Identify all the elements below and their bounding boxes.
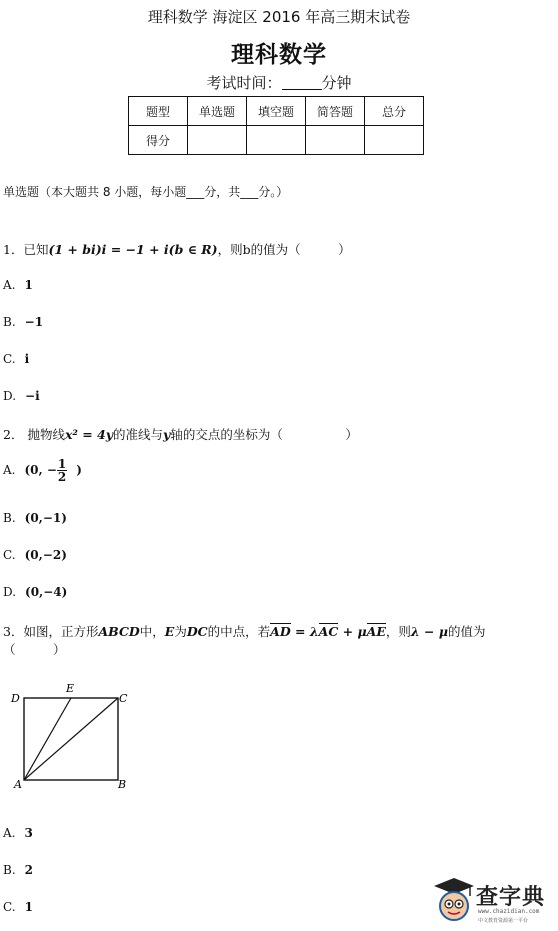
question-text: ，则b的值为（ ） <box>217 242 351 257</box>
watermark-name: 查字典 <box>476 885 546 910</box>
question-variable: ABCD <box>98 624 140 639</box>
watermark-tagline: 中文教育资源第一平台 <box>478 918 529 924</box>
label-b: B <box>118 778 127 791</box>
q1-option-c <box>3 352 29 366</box>
score-table-value-row <box>129 126 424 155</box>
option-value: −i <box>25 389 40 403</box>
score-cell <box>247 126 306 155</box>
question-text: 已知 <box>23 242 49 257</box>
q3-option-c <box>3 900 33 914</box>
question-1 <box>3 240 351 258</box>
question-3 <box>3 622 485 640</box>
score-table-header-row <box>129 97 424 126</box>
question-text: 为 <box>174 624 187 639</box>
score-cell: 简答题 <box>306 97 365 126</box>
q2-option-d <box>3 585 67 599</box>
question-text: ，则 <box>385 624 411 639</box>
score-cell: 填空题 <box>247 97 306 126</box>
q3-option-b <box>3 863 33 877</box>
option-value: (0, − <box>24 463 57 477</box>
q1-option-b <box>3 315 43 329</box>
score-cell <box>365 126 424 155</box>
option-letter: B. <box>3 511 16 525</box>
option-letter: D. <box>3 389 17 403</box>
score-cell: 总分 <box>365 97 424 126</box>
fraction-numerator: 1 <box>57 457 67 471</box>
q1-option-a <box>3 278 33 292</box>
question-variable: DC <box>186 624 208 639</box>
time-unit: 分钟 <box>321 74 352 92</box>
score-cell: 题型 <box>129 97 188 126</box>
question-variable: y <box>163 427 171 442</box>
option-value: ) <box>76 463 82 477</box>
subject-title: 理科数学 <box>231 42 327 68</box>
option-value: (0,−2) <box>24 548 67 562</box>
watermark-logo <box>432 876 552 928</box>
question-text: 中， <box>139 624 165 639</box>
time-label: 考试时间： <box>206 74 282 92</box>
label-c: C <box>119 692 128 705</box>
q3-option-a <box>3 826 33 840</box>
vector-ac: AC <box>318 624 339 639</box>
score-cell <box>188 126 247 155</box>
question-text: 的中点，若 <box>207 624 271 639</box>
q2-option-a <box>3 458 82 483</box>
option-value: i <box>24 352 30 366</box>
watermark-url: www.chazidian.com <box>478 908 540 915</box>
option-value: 2 <box>24 863 33 877</box>
question-text: 抛物线 <box>27 427 65 442</box>
option-letter: C. <box>3 900 16 914</box>
option-value: −1 <box>24 315 44 329</box>
exam-title: 理科数学 海淀区 2016 年高三期末试卷 <box>147 8 411 26</box>
question-number: 3． <box>3 624 24 639</box>
square-figure <box>6 680 136 792</box>
option-letter: D. <box>3 585 17 599</box>
option-letter: C. <box>3 548 16 562</box>
option-letter: B. <box>3 863 16 877</box>
vector-ae: AE <box>366 624 386 639</box>
label-a: A <box>14 778 22 791</box>
question-text: 的准线与 <box>113 427 164 442</box>
segment-ae <box>24 698 71 780</box>
question-formula: x² = 4y <box>64 427 114 442</box>
option-letter: A. <box>3 463 16 477</box>
vector-ad: AD <box>270 624 291 639</box>
option-letter: C. <box>3 352 16 366</box>
question-text: 如图，正方形 <box>23 624 99 639</box>
question-2 <box>3 425 358 443</box>
score-table <box>128 96 424 155</box>
time-blank <box>282 75 322 90</box>
question-formula: + μ <box>338 624 367 639</box>
question-number: 1． <box>3 242 24 257</box>
option-value: 1 <box>24 278 33 292</box>
mascot-icon <box>432 876 476 926</box>
option-letter: A. <box>3 278 16 292</box>
score-cell <box>306 126 365 155</box>
label-e: E <box>66 682 75 695</box>
question-3-paren: （ ） <box>3 642 66 657</box>
option-letter: B. <box>3 315 16 329</box>
question-text: 的值为 <box>447 624 486 639</box>
question-number: 2． <box>3 427 24 442</box>
question-formula: λ − μ <box>410 624 448 639</box>
score-cell: 单选题 <box>188 97 247 126</box>
q1-option-d <box>3 389 40 403</box>
segment-ac <box>24 698 118 780</box>
question-variable: E <box>164 624 175 639</box>
score-cell: 得分 <box>129 126 188 155</box>
question-formula: (1 + bi)i = −1 + i(b ∈ R) <box>48 242 218 257</box>
q2-option-c <box>3 548 67 562</box>
q2-option-b <box>3 511 67 525</box>
exam-time <box>0 72 558 93</box>
option-value: (0,−1) <box>24 511 67 525</box>
fraction <box>57 458 67 483</box>
fraction-denominator: 2 <box>57 470 67 484</box>
question-text: 轴的交点的坐标为（ ） <box>170 427 358 442</box>
label-d: D <box>11 692 20 705</box>
option-letter: A. <box>3 826 16 840</box>
option-value: (0,−4) <box>25 585 68 599</box>
section-heading: 单选题（本大题共 8 小题，每小题___分，共___分。） <box>3 185 289 199</box>
option-value: 1 <box>24 900 33 914</box>
question-formula: = λ <box>290 624 319 639</box>
option-value: 3 <box>24 826 33 840</box>
